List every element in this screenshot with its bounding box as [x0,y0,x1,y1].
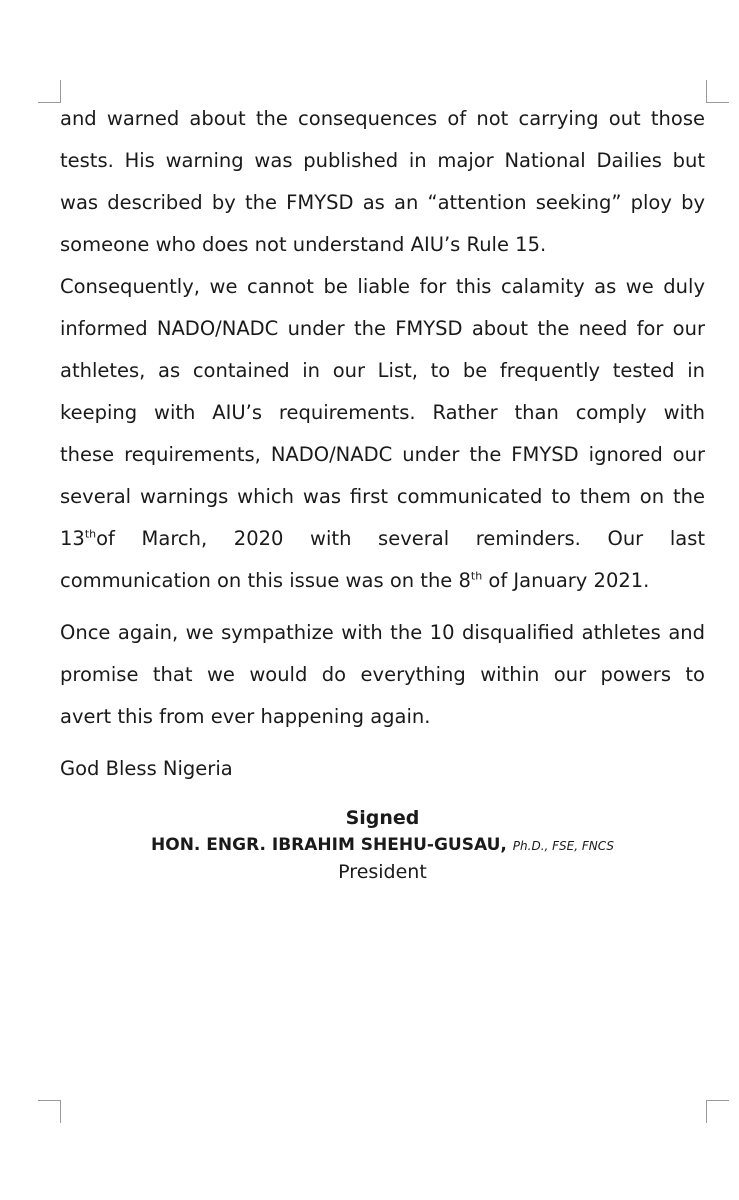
text-line: Consequently, we cannot be liable for this calamity as we duly [60,275,705,298]
text-line: was described by the FMYSD as an “attention seeking” ploy by [60,191,705,214]
text-line: several warnings which was first communicated to them on the [60,485,705,508]
signature-block [60,805,705,886]
text-line: tests. His warning was published in major National Dailies but [60,149,705,172]
text-line: these requirements, NADO/NADC under the FMYSD ignored our [60,443,705,466]
paragraph-warning [60,98,705,266]
signatory-name-text: HON. ENGR. IBRAHIM SHEHU-GUSAU, [151,835,507,855]
closing-line: God Bless Nigeria [60,757,233,780]
text-segment: of March, 2020 with several reminders. Our last [96,527,705,550]
paragraph-spacer [60,738,705,748]
paragraph-spacer [60,602,705,612]
page-corner-mark-top-right [706,80,729,103]
page-corner-mark-bottom-right [706,1100,729,1123]
text-segment: communication on this issue was on the 8 [60,569,471,592]
paragraph-sympathy [60,612,705,738]
text-line: athletes, as contained in our List, to be frequently tested in [60,359,705,382]
paragraph-liability [60,266,705,602]
text-line: avert this from ever happening again. [60,705,431,728]
text-line: informed NADO/NADC under the FMYSD about the need for our [60,317,705,340]
letter-body [60,98,705,790]
text-line: keeping with AIU’s requirements. Rather than comply with [60,401,705,424]
signatory-credentials: Ph.D., FSE, FNCS [512,839,614,853]
date-day: 13 [60,527,85,550]
signatory-name [60,832,705,859]
text-line: Once again, we sympathize with the 10 disqualified athletes and [60,621,705,644]
text-line [60,518,705,560]
text-segment: of January 2021. [482,569,650,592]
text-line [60,560,705,602]
signed-label: Signed [345,807,420,829]
page-corner-mark-top-left [38,80,61,103]
ordinal-suffix: th [470,569,483,583]
text-line: someone who does not understand AIU’s Rule 15. [60,233,547,256]
signatory-title: President [338,861,427,883]
text-line: and warned about the consequences of not carrying out those [60,107,705,130]
page-corner-mark-bottom-left [38,1100,61,1123]
ordinal-suffix: th [84,527,97,541]
text-line: promise that we would do everything within our powers to [60,663,705,686]
